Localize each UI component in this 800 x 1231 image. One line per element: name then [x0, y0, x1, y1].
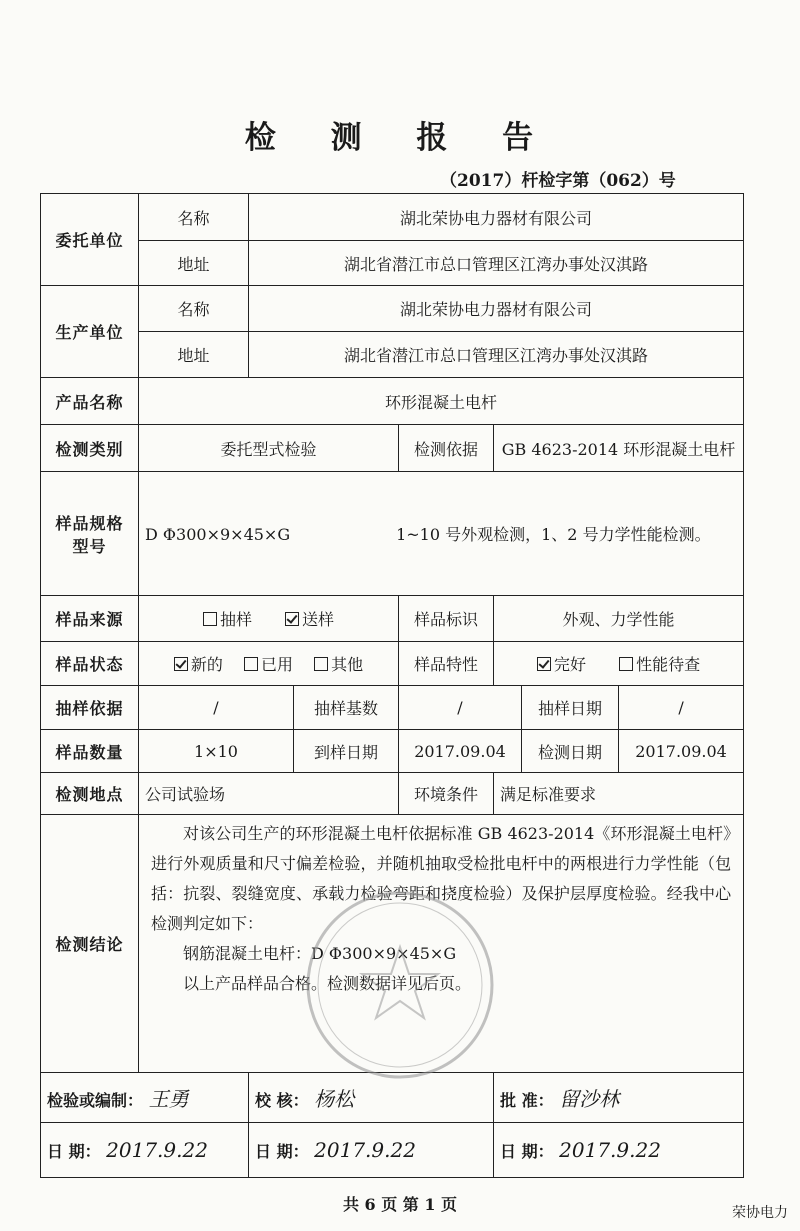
- approver-cell: [494, 1073, 744, 1123]
- spec-model: D Φ300×9×45×G: [145, 525, 291, 544]
- report-form: [40, 193, 744, 1178]
- conclusion-label: 检测结论: [41, 815, 139, 1073]
- page-counter: 共 6 页 第 1 页: [342, 1195, 458, 1214]
- option-intact[interactable]: 完好: [537, 655, 586, 674]
- watermark-text: 荣协电力: [732, 1205, 788, 1221]
- checkbox-checked-icon: [174, 657, 188, 671]
- test-date: 2017.09.04: [619, 730, 744, 773]
- test-type-label: 检测类别: [41, 425, 139, 472]
- sampling-base-label: 抽样基数: [294, 686, 399, 730]
- date-label-3: 日 期：: [500, 1142, 554, 1161]
- product-name: 环形混凝土电杆: [139, 378, 744, 425]
- quantity-value: 1×10: [139, 730, 294, 773]
- quantity-label: 样品数量: [41, 730, 139, 773]
- checker-label: 校 核：: [255, 1091, 309, 1110]
- checker-cell: [249, 1073, 494, 1123]
- client-name-label: 名称: [139, 194, 249, 241]
- state-options: [139, 642, 399, 686]
- inspector-cell: [41, 1073, 249, 1123]
- test-basis: GB 4623-2014 环形混凝土电杆: [494, 425, 744, 472]
- sample-mark-label: 样品标识: [399, 596, 494, 642]
- report-number: （2017）杆检字第（062）号: [440, 171, 676, 191]
- option-pending[interactable]: 性能待查: [619, 655, 700, 674]
- handwritten-date-2: 2017.9.22: [314, 1138, 416, 1162]
- sample-mark: 外观、力学性能: [494, 596, 744, 642]
- sample-char-options: [494, 642, 744, 686]
- date-cell-1: [41, 1123, 249, 1178]
- approver-label: 批 准：: [500, 1091, 554, 1110]
- sampling-basis: /: [139, 686, 294, 730]
- client-address-label: 地址: [139, 241, 249, 286]
- manufacturer-name-label: 名称: [139, 286, 249, 332]
- option-delivered[interactable]: 送样: [285, 610, 334, 629]
- date-cell-2: [249, 1123, 494, 1178]
- manufacturer-address: 湖北省潜江市总口管理区江湾办事处汉淇路: [249, 332, 744, 378]
- manufacturer-label: 生产单位: [41, 286, 139, 378]
- product-label: 产品名称: [41, 378, 139, 425]
- conclusion-cell: [139, 815, 744, 1073]
- source-label: 样品来源: [41, 596, 139, 642]
- client-label: 委托单位: [41, 194, 139, 286]
- environment-label: 环境条件: [399, 773, 494, 815]
- handwritten-date-3: 2017.9.22: [559, 1138, 661, 1162]
- report-title: 检 测 报 告: [244, 120, 556, 156]
- checkbox-unchecked-icon: [244, 657, 258, 671]
- checkbox-unchecked-icon: [314, 657, 328, 671]
- approver-signature: 留沙林: [559, 1087, 620, 1111]
- state-label: 样品状态: [41, 642, 139, 686]
- location-value: 公司试验场: [139, 773, 399, 815]
- spec-label-line1: 样品规格: [55, 513, 124, 533]
- checkbox-checked-icon: [285, 612, 299, 626]
- date-cell-3: [494, 1123, 744, 1178]
- date-label-2: 日 期：: [255, 1142, 309, 1161]
- checkbox-unchecked-icon: [203, 612, 217, 626]
- arrival-date: 2017.09.04: [399, 730, 522, 773]
- source-options: [139, 596, 399, 642]
- location-label: 检测地点: [41, 773, 139, 815]
- sample-char-label: 样品特性: [399, 642, 494, 686]
- spec-cell: [139, 472, 744, 596]
- manufacturer-address-label: 地址: [139, 332, 249, 378]
- manufacturer-name: 湖北荣协电力器材有限公司: [249, 286, 744, 332]
- date-label-1: 日 期：: [47, 1142, 101, 1161]
- spec-label: [41, 472, 139, 596]
- client-name: 湖北荣协电力器材有限公司: [249, 194, 744, 241]
- test-type: 委托型式检验: [139, 425, 399, 472]
- client-address: 湖北省潜江市总口管理区江湾办事处汉淇路: [249, 241, 744, 286]
- option-other[interactable]: 其他: [314, 655, 363, 674]
- conclusion-paragraph: 对该公司生产的环形混凝土电杆依据标准 GB 4623-2014《环形混凝土电杆》进行外观质量和尺寸偏差检验，并随机抽取受检批电杆中的两根进行力学性能（包括：抗裂、裂缝宽度、承载力检验弯距和挠度检验）及保护层厚度检验。经我中心检测判定如下：: [151, 824, 732, 933]
- sampling-date-label: 抽样日期: [522, 686, 619, 730]
- option-used[interactable]: 已用: [244, 655, 293, 674]
- sampling-basis-label: 抽样依据: [41, 686, 139, 730]
- test-basis-label: 检测依据: [399, 425, 494, 472]
- checkbox-unchecked-icon: [619, 657, 633, 671]
- handwritten-date-1: 2017.9.22: [106, 1138, 208, 1162]
- arrival-date-label: 到样日期: [294, 730, 399, 773]
- conclusion-product: 钢筋混凝土电杆：D Φ300×9×45×G: [183, 944, 457, 963]
- sampling-base: /: [399, 686, 522, 730]
- option-sampling[interactable]: 抽样: [203, 610, 252, 629]
- spec-note: 1~10 号外观检测，1、2 号力学性能检测。: [396, 525, 711, 544]
- test-date-label: 检测日期: [522, 730, 619, 773]
- checkbox-checked-icon: [537, 657, 551, 671]
- conclusion-result: 以上产品样品合格。检测数据详见后页。: [183, 974, 472, 993]
- inspector-label: 检验或编制：: [47, 1091, 144, 1110]
- inspector-signature: 王勇: [148, 1087, 189, 1111]
- checker-signature: 杨松: [314, 1087, 355, 1111]
- spec-label-line2: 型号: [72, 536, 107, 556]
- environment-value: 满足标准要求: [494, 773, 744, 815]
- option-new[interactable]: 新的: [174, 655, 223, 674]
- sampling-date: /: [619, 686, 744, 730]
